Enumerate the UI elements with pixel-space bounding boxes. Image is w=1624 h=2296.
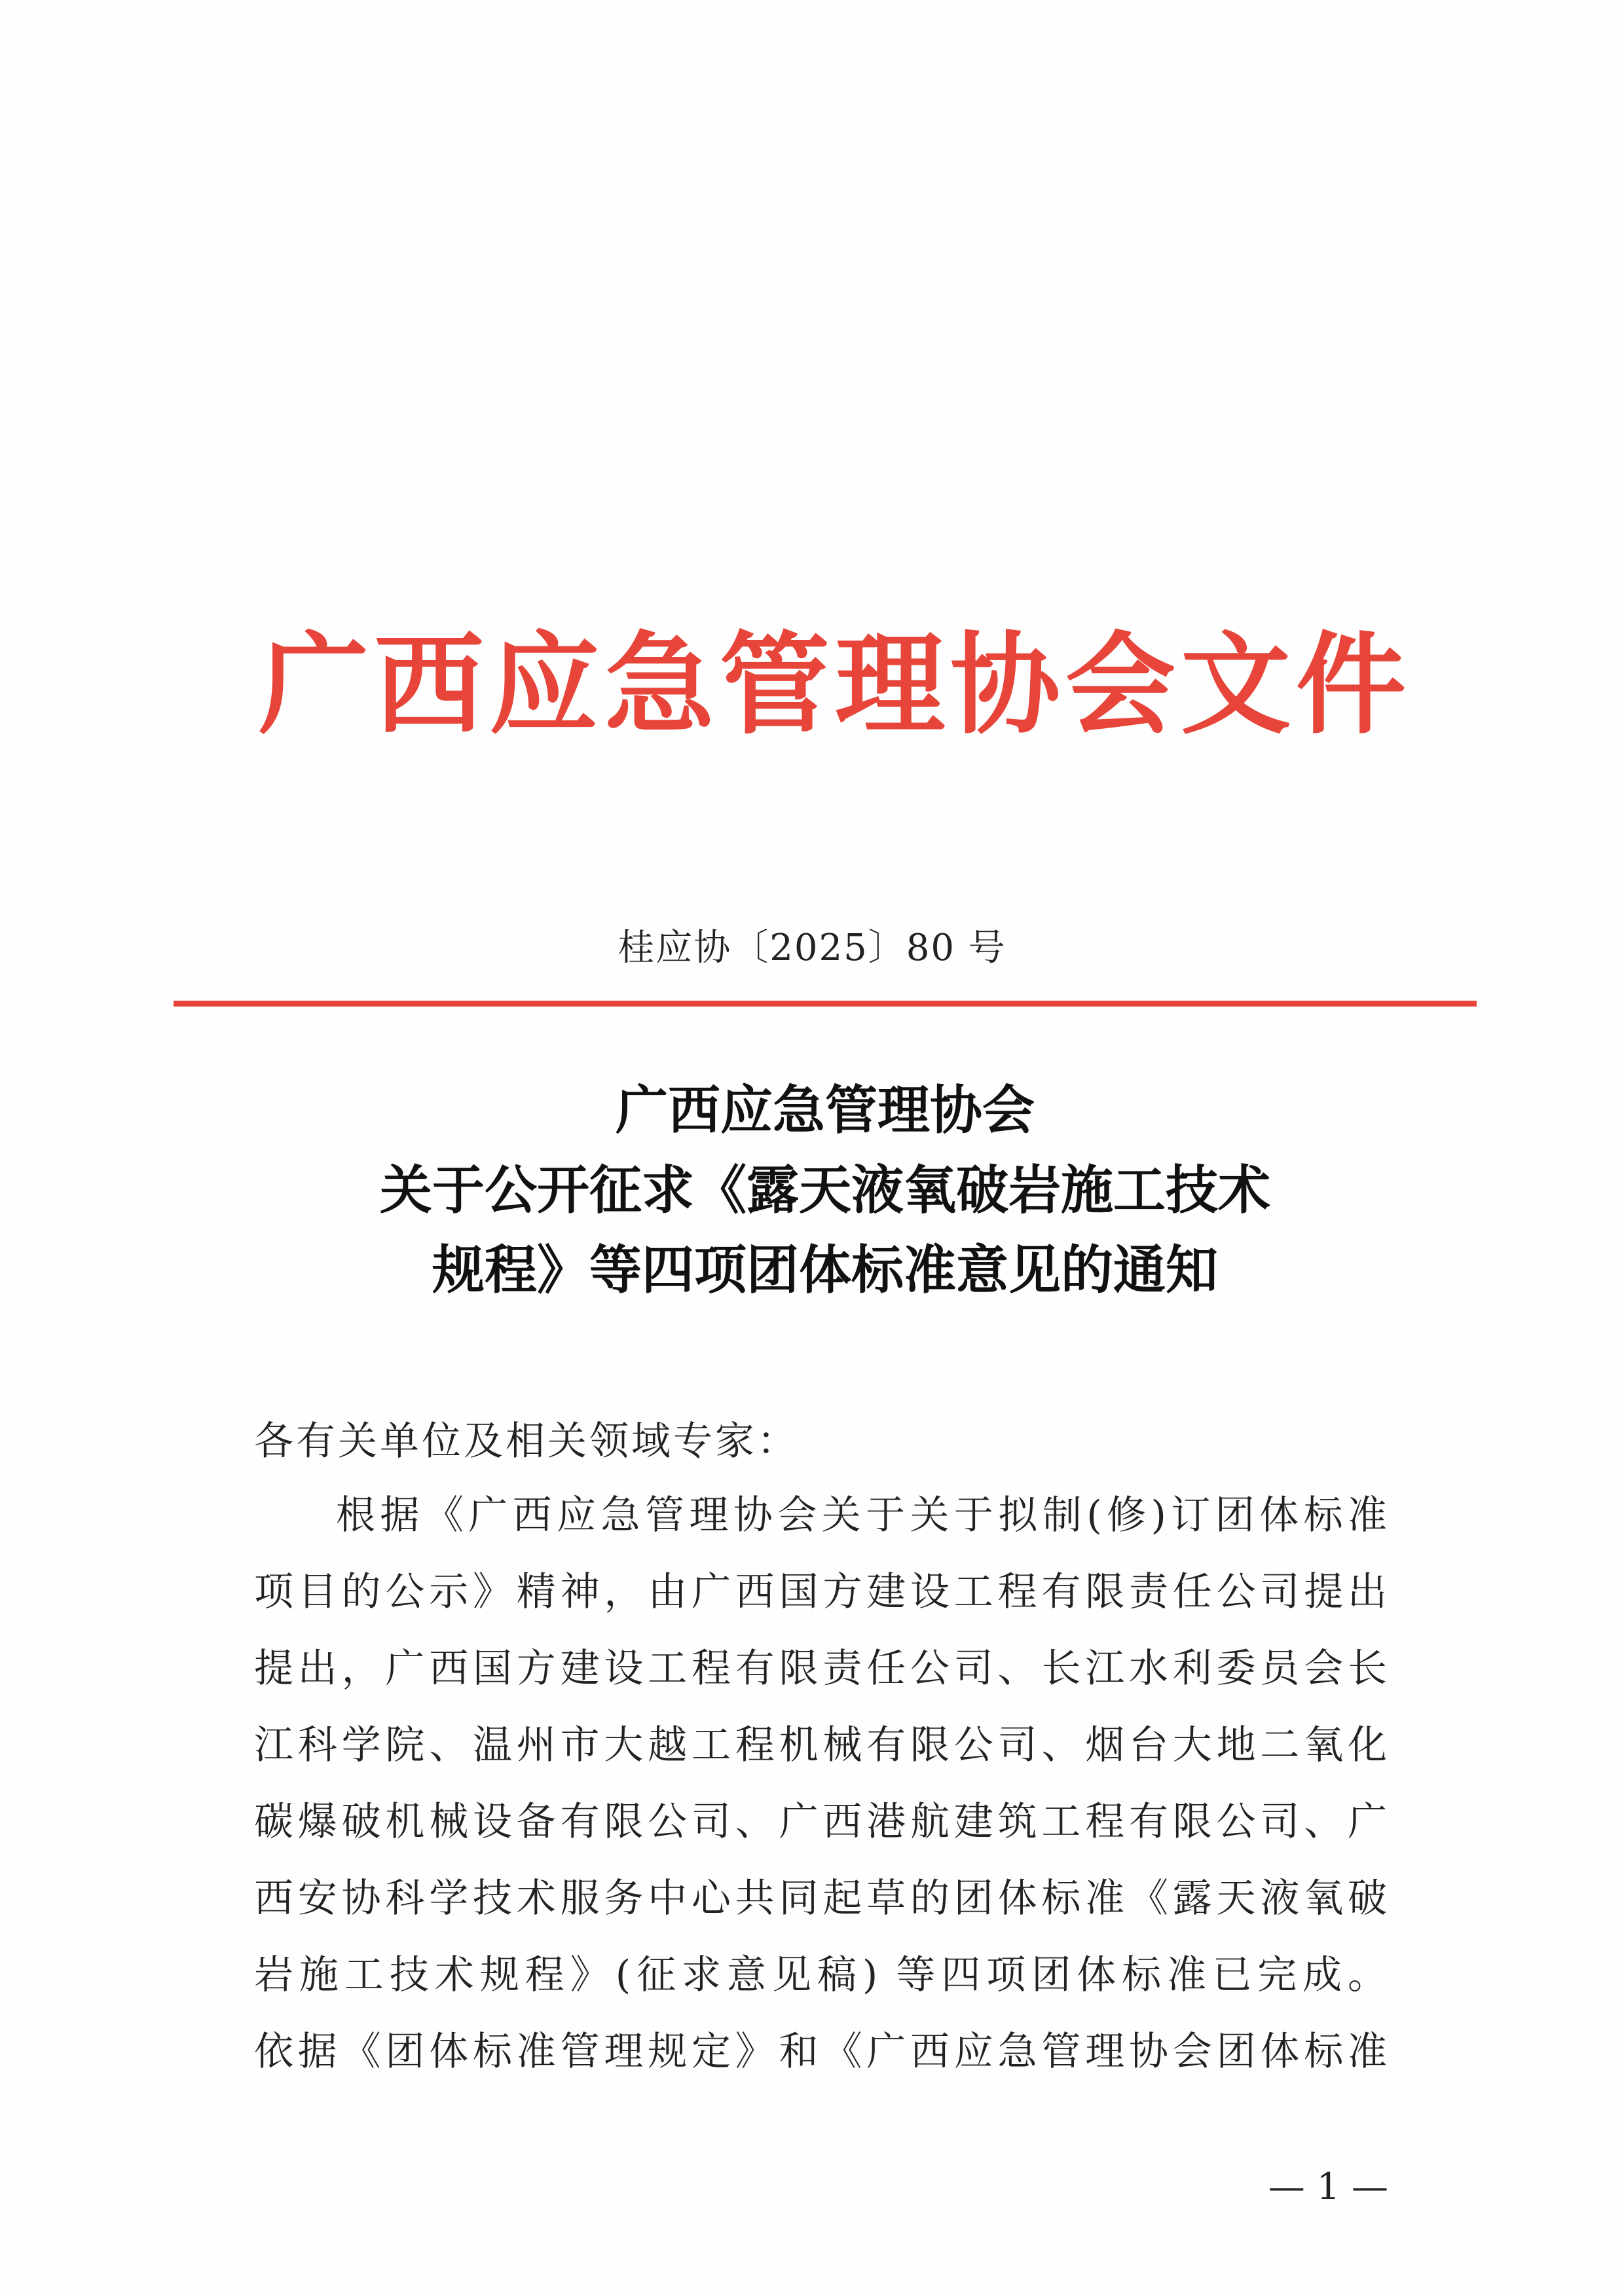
body-line: 根据《广西应急管理协会关于关于拟制(修)订团体标准	[336, 1492, 1387, 1538]
body-line: 提出，广西国方建设工程有限责任公司、长江水利委员会长	[254, 1646, 1387, 1692]
body-line: 碳爆破机械设备有限公司、广西港航建筑工程有限公司、广	[254, 1799, 1387, 1845]
document-masthead: 广西应急管理协会文件	[259, 620, 1411, 749]
red-divider-line	[174, 1001, 1477, 1007]
salutation: 各有关单位及相关领域专家：	[254, 1418, 799, 1464]
title-line: 广西应急管理协会	[616, 1080, 1035, 1141]
page-number: — 1 —	[1268, 2166, 1388, 2208]
title-line: 规程》等四项团体标准意见的通知	[432, 1240, 1218, 1301]
title-line: 关于公开征求《露天液氧破岩施工技术	[380, 1160, 1270, 1221]
body-line: 西安协科学技术服务中心共同起草的团体标准《露天液氧破	[254, 1876, 1387, 1921]
document-title	[174, 1071, 1477, 1310]
body-line: 江科学院、温州市大越工程机械有限公司、烟台大地二氧化	[254, 1722, 1387, 1768]
body-line: 项目的公示》精神，由广西国方建设工程有限责任公司提出	[254, 1569, 1387, 1615]
document-number: 桂应协〔2025〕80 号	[618, 927, 1006, 969]
body-line: 依据《团体标准管理规定》和《广西应急管理协会团体标准	[254, 2029, 1387, 2075]
body-line: 岩施工技术规程》(征求意见稿) 等四项团体标准已完成。	[254, 1952, 1387, 1998]
body-paragraph	[254, 1477, 1387, 2090]
